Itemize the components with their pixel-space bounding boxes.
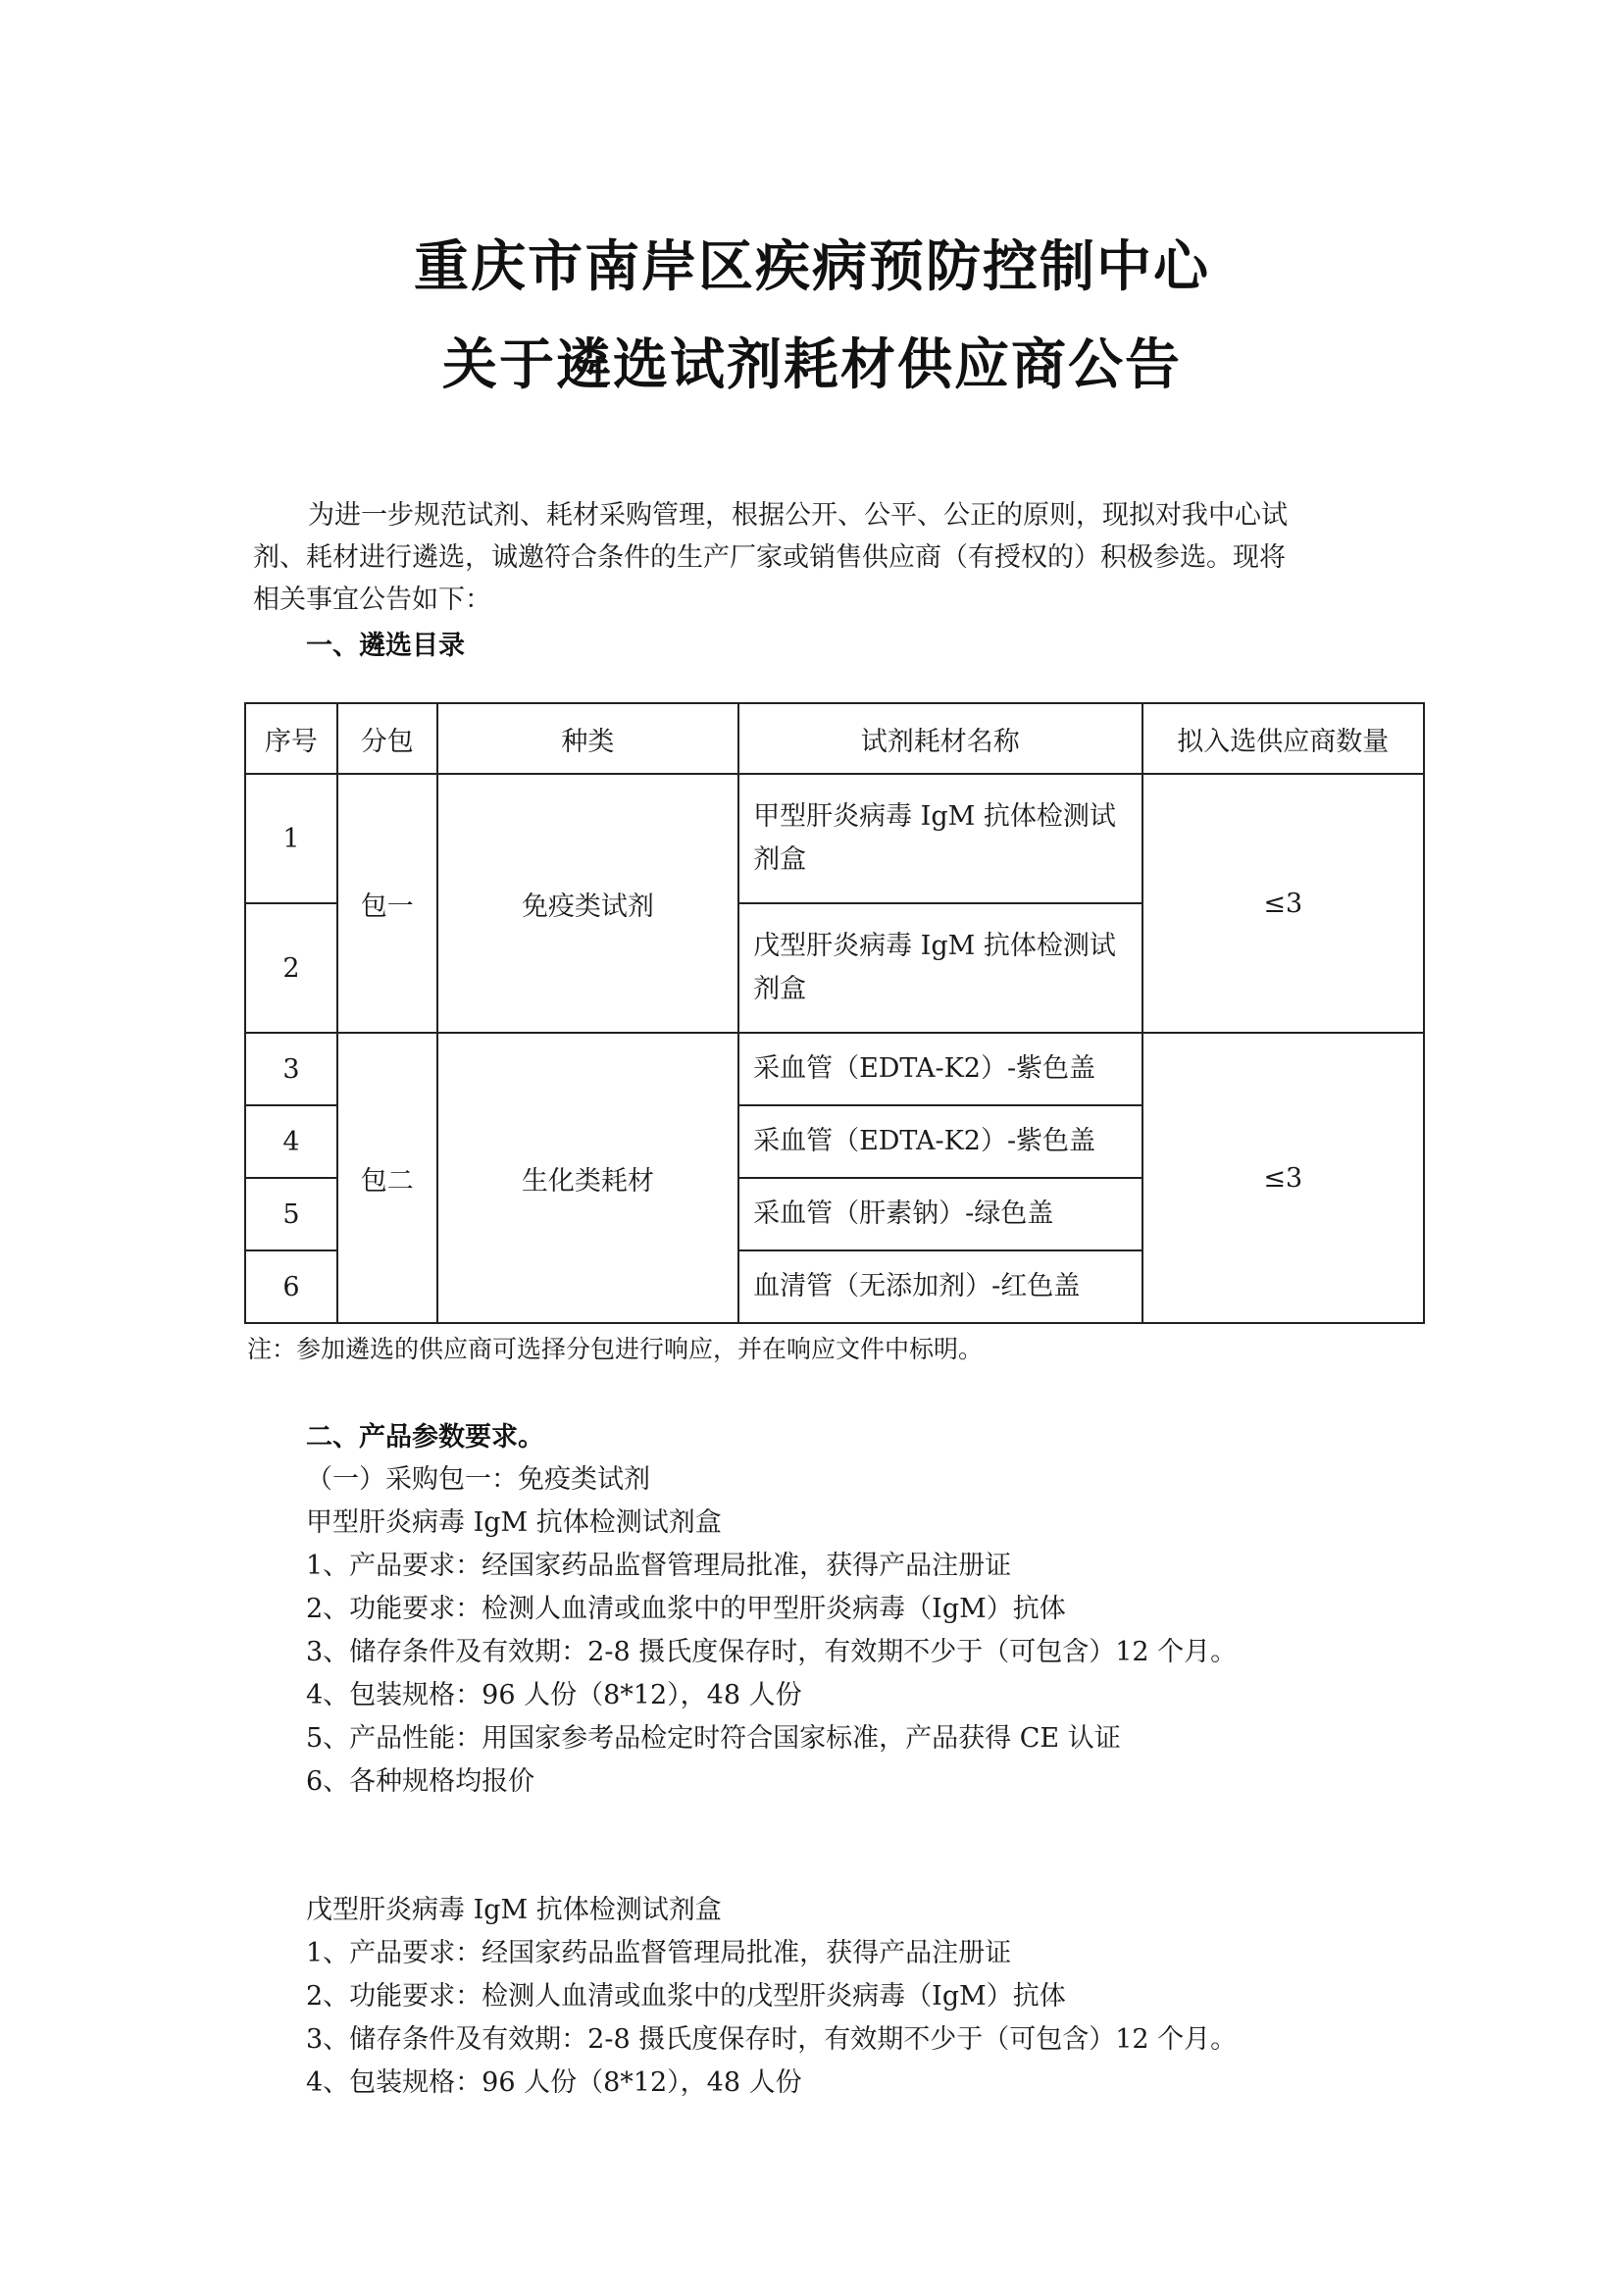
table-row [245, 1033, 1424, 1105]
row-no: 1 [245, 774, 337, 903]
table-row [245, 774, 1424, 903]
row-item-name: 采血管（肝素钠）-绿色盖 [738, 1178, 1142, 1250]
product-a-item: 4、包装规格：96 人份（8*12），48 人份 [306, 1680, 802, 1710]
row-category: 免疫类试剂 [437, 774, 738, 1033]
header-no: 序号 [245, 703, 337, 774]
intro-line-1: 为进一步规范试剂、耗材采购管理，根据公开、公平、公正的原则，现拟对我中心试 [308, 500, 1288, 531]
row-no: 2 [245, 903, 337, 1033]
document-title-line2: 关于遴选试剂耗材供应商公告 [442, 333, 1182, 397]
product-b-item: 2、功能要求：检测人血清或血浆中的戊型肝炎病毒（IgM）抗体 [306, 1981, 1066, 2012]
row-item-name: 甲型肝炎病毒 IgM 抗体检测试剂盒 [738, 774, 1142, 903]
row-quantity: ≤3 [1142, 1033, 1425, 1323]
table-note: 注：参加遴选的供应商可选择分包进行响应，并在响应文件中标明。 [247, 1335, 984, 1363]
product-b-item: 4、包装规格：96 人份（8*12），48 人份 [306, 2067, 802, 2098]
product-a-item: 2、功能要求：检测人血清或血浆中的甲型肝炎病毒（IgM）抗体 [306, 1594, 1066, 1624]
product-a-item: 1、产品要求：经国家药品监督管理局批准，获得产品注册证 [306, 1551, 1012, 1581]
product-a-item: 5、产品性能：用国家参考品检定时符合国家标准，产品获得 CE 认证 [306, 1723, 1121, 1754]
row-item-name: 采血管（EDTA-K2）-紫色盖 [738, 1105, 1142, 1178]
document-title-line1: 重庆市南岸区疾病预防控制中心 [414, 235, 1210, 299]
row-no: 3 [245, 1033, 337, 1105]
row-category: 生化类耗材 [437, 1033, 738, 1323]
row-item-name: 戊型肝炎病毒 IgM 抗体检测试剂盒 [738, 903, 1142, 1033]
product-b-title: 戊型肝炎病毒 IgM 抗体检测试剂盒 [306, 1895, 722, 1925]
intro-paragraph [253, 494, 1371, 621]
table-header-row [245, 703, 1424, 774]
row-no: 4 [245, 1105, 337, 1178]
section2-heading: 二、产品参数要求。 [306, 1422, 544, 1453]
row-no: 6 [245, 1250, 337, 1323]
section1-heading: 一、遴选目录 [306, 631, 465, 661]
row-quantity: ≤3 [1142, 774, 1425, 1033]
product-b-item: 3、储存条件及有效期：2-8 摄氏度保存时，有效期不少于（可包含）12 个月。 [306, 2024, 1238, 2055]
header-quantity: 拟入选供应商数量 [1142, 703, 1425, 774]
catalog-table [244, 702, 1425, 1324]
procurement-package-heading: （一）采购包一：免疫类试剂 [306, 1464, 650, 1495]
header-category: 种类 [437, 703, 738, 774]
product-a-item: 6、各种规格均报价 [306, 1766, 535, 1797]
row-no: 5 [245, 1178, 337, 1250]
intro-line-3: 相关事宜公告如下： [253, 585, 491, 615]
row-package: 包二 [337, 1033, 437, 1323]
row-item-name: 采血管（EDTA-K2）-紫色盖 [738, 1033, 1142, 1105]
product-b-item: 1、产品要求：经国家药品监督管理局批准，获得产品注册证 [306, 1938, 1012, 1968]
row-item-name: 血清管（无添加剂）-红色盖 [738, 1250, 1142, 1323]
intro-line-2: 剂、耗材进行遴选，诚邀符合条件的生产厂家或销售供应商（有授权的）积极参选。现将 [253, 542, 1286, 573]
header-package: 分包 [337, 703, 437, 774]
row-package: 包一 [337, 774, 437, 1033]
product-a-item: 3、储存条件及有效期：2-8 摄氏度保存时，有效期不少于（可包含）12 个月。 [306, 1637, 1238, 1667]
header-name: 试剂耗材名称 [738, 703, 1142, 774]
product-a-title: 甲型肝炎病毒 IgM 抗体检测试剂盒 [306, 1507, 722, 1538]
